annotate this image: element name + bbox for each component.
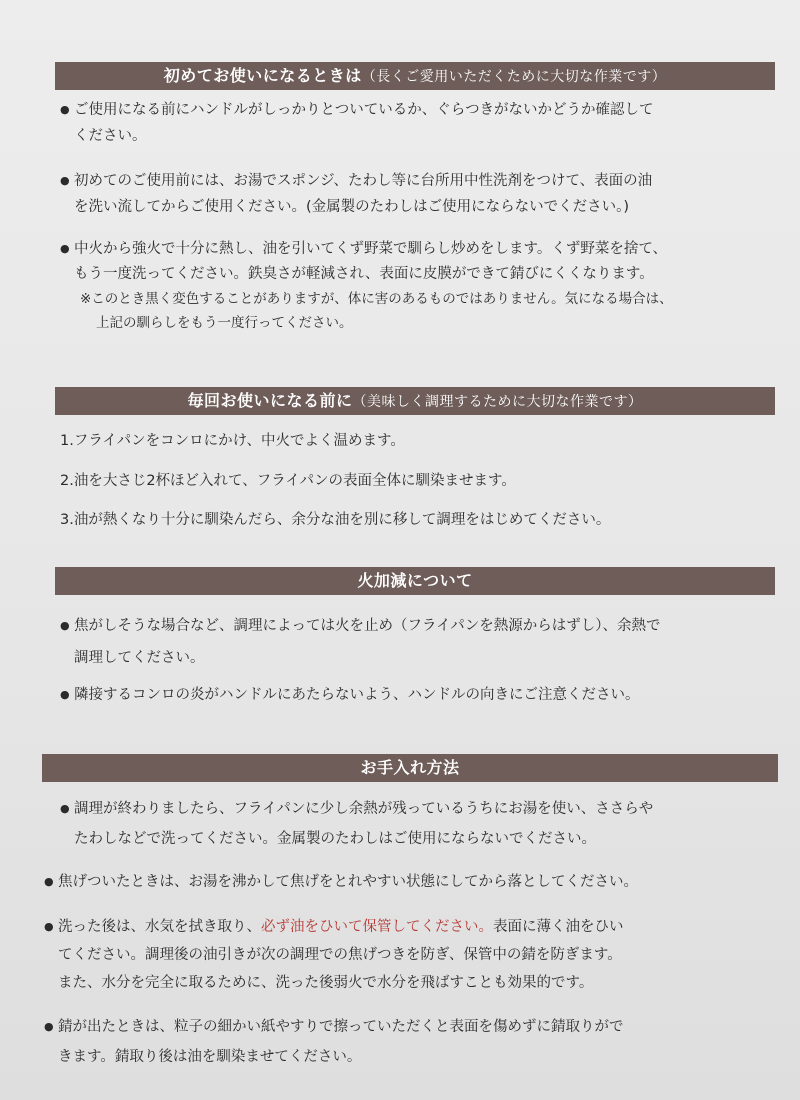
list-item: ● 隣接するコンロの炎がハンドルにあたらないよう、ハンドルの向きにご注意ください。 xyxy=(60,682,780,708)
list-item: ● ご使用になる前にハンドルがしっかりとついているか、ぐらつきがないかどうか確認して xyxy=(60,97,780,123)
bullet-icon: ● xyxy=(60,103,70,116)
list-item: ● 調理が終わりましたら、フライパンに少し余熱が残っているうちにお湯を使い、ささらや xyxy=(60,796,780,822)
section-header-first-use xyxy=(55,62,775,90)
list-item: ● 初めてのご使用前には、お湯でスポンジ、たわし等に台所用中性洗剤をつけて、表面の油 xyxy=(60,168,780,194)
emphasis-red-text: 必ず油をひいて保管してください。 xyxy=(261,919,493,935)
section-header-care xyxy=(42,754,778,782)
list-item-cont: もう一度洗ってください。鉄臭さが軽減され、表面に皮膜ができて錆びにくくなります。 xyxy=(74,266,654,282)
section-title: お手入れ方法 xyxy=(360,758,460,777)
note-text: ※このとき黒く変色することがありますが、体に害のあるものではありません。気になる場合は、 xyxy=(80,291,673,307)
bullet-icon: ● xyxy=(60,688,70,701)
list-item-cont: てください。調理後の油引きが次の調理での焦げつきを防ぎ、保管中の錆を防ぎます。 xyxy=(58,947,622,963)
list-item: ● 焦げついたときは、お湯を沸かして焦げをとれやすい状態にしてから落としてください。 xyxy=(44,869,764,895)
bullet-icon: ● xyxy=(60,174,70,187)
list-item: ● 洗った後は、水気を拭き取り、必ず油をひいて保管してください。表面に薄く油をひい xyxy=(44,914,764,940)
list-item-cont: たわしなどで洗ってください。金属製のたわしはご使用にならないでください。 xyxy=(74,831,596,847)
section-title: 毎回お使いになる前に xyxy=(187,391,353,410)
section-title: 火加減について xyxy=(357,571,473,590)
step-item: 3.油が熱くなり十分に馴染んだら、余分な油を別に移して調理をはじめてください。 xyxy=(60,512,611,528)
list-item-cont: 調理してください。 xyxy=(74,650,205,666)
bullet-icon: ● xyxy=(44,875,54,888)
list-item: ● 中火から強火で十分に熱し、油を引いてくず野菜で馴らし炒めをします。くず野菜を捨て、 xyxy=(60,236,780,262)
list-item: ● 焦がしそうな場合など、調理によっては火を止め（フライパンを熱源からはずし）、余熱で xyxy=(60,613,780,639)
section-header-before-each-use xyxy=(55,387,775,415)
section-header-heat-control xyxy=(55,567,775,595)
step-item: 2.油を大さじ2杯ほど入れて、フライパンの表面全体に馴染ませます。 xyxy=(60,473,516,489)
list-item: ● 錆が出たときは、粒子の細かい紙やすりで擦っていただくと表面を傷めずに錆取りがで xyxy=(44,1014,764,1040)
list-item-cont: ください。 xyxy=(74,128,147,144)
step-item: 1.フライパンをコンロにかけ、中火でよく温めます。 xyxy=(60,433,405,449)
section-subtitle: （美味しく調理するために大切な作業です） xyxy=(352,394,643,410)
list-item-cont: を洗い流してからご使用ください。(金属製のたわしはご使用にならないでください。) xyxy=(74,199,630,215)
section-subtitle: （長くご愛用いただくために大切な作業です） xyxy=(361,69,667,85)
list-item-cont: また、水分を完全に取るために、洗った後弱火で水分を飛ばすことも効果的です。 xyxy=(58,975,594,991)
section-title: 初めてお使いになるときは xyxy=(163,66,362,85)
bullet-icon: ● xyxy=(60,242,70,255)
list-item-cont: きます。錆取り後は油を馴染ませてください。 xyxy=(58,1049,362,1065)
note-text-cont: 上記の馴らしをもう一度行ってください。 xyxy=(96,315,353,331)
bullet-icon: ● xyxy=(44,1020,54,1033)
bullet-icon: ● xyxy=(44,920,54,933)
bullet-icon: ● xyxy=(60,802,70,815)
bullet-icon: ● xyxy=(60,619,70,632)
